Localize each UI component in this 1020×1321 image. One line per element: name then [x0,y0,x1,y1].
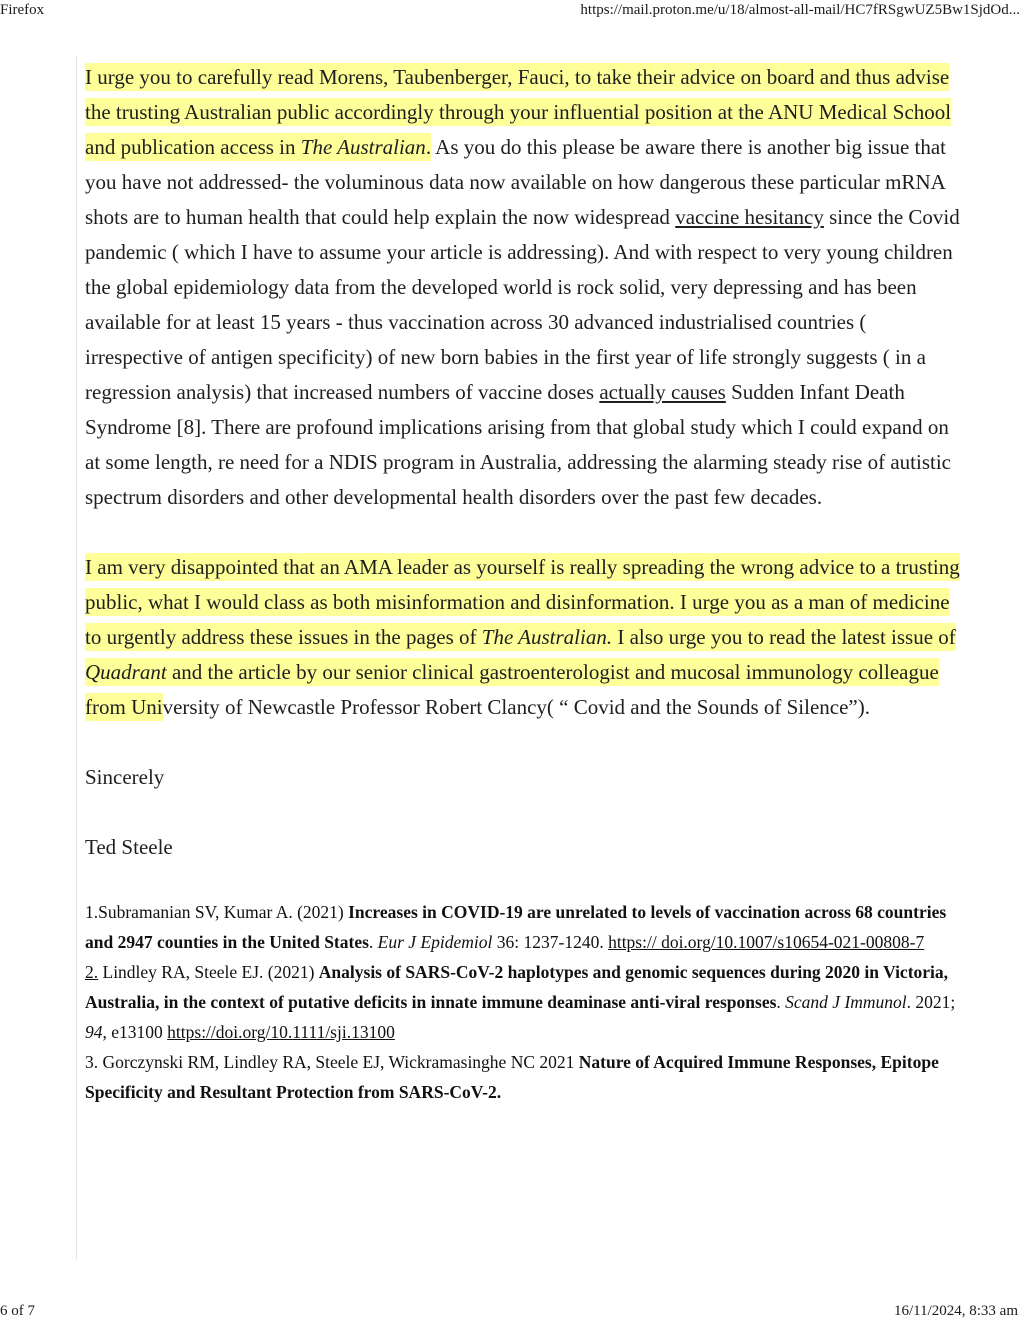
page-indicator: 6 of 7 [0,1303,35,1319]
doi-link[interactable]: https:// doi.org/10.1007/s10654-021-00808-7 [608,932,925,952]
underlined-text: vaccine hesitancy [675,205,824,229]
publication-name: The Australian [300,135,426,159]
quote-rule [76,56,77,1260]
print-datetime: 16/11/2024, 8:33 am [893,1303,1018,1319]
browser-name: Firefox [0,2,45,18]
highlighted-text: I urge you to carefully read Morens, Taubenberger, Fauci, to take their advice on board and thus advise the trusting Australian public accordingly through your influential position at the ANU Medical School and publication access in The Australian. [85,65,952,159]
reference-item: 1.Subramanian SV, Kumar A. (2021) Increases in COVID-19 are unrelated to levels of vaccination across 68 countries and 2947 counties in the United States. Eur J Epidemiol 36: 1237-1240. https:// doi.org/10.1007/s10654-021-00808-7 [85,902,947,952]
publication-name: The Australian. [481,625,613,649]
closing-salutation: Sincerely [85,765,165,789]
email-body [85,60,965,1107]
publication-name: Quadrant [85,660,167,684]
reference-title: Increases in COVID-19 are unrelated to levels of vaccination across 68 countries and 2947 counties in the United States [85,902,947,952]
signature: Ted Steele [85,835,173,859]
reference-item: 3. Gorczynski RM, Lindley RA, Steele EJ, Wickramasinghe NC 2021 Nature of Acquired Immune Responses, Epitope Specificity and Resultant Protection from SARS-CoV-2. [85,1052,939,1102]
reference-item: 2. Lindley RA, Steele EJ. (2021) Analysis of SARS-CoV-2 haplotypes and genomic sequences during 2020 in Victoria, Australia, in the context of putative deficits in innate immune deaminase anti-viral responses. Scand J Immunol. 2021; 94, e13100 https://doi.org/10.1111/sji.13100 [85,962,956,1042]
reference-title: Nature of Acquired Immune Responses, Epitope Specificity and Resultant Protection from SARS-CoV-2. [85,1052,939,1102]
underlined-text: actually causes [599,380,726,404]
journal-name: Eur J Epidemiol [377,932,493,952]
paragraph-1: I urge you to carefully read Morens, Taubenberger, Fauci, to take their advice on board and thus advise the trusting Australian public accordingly through your influential position at the ANU Medical School and publication access in The Australian. As you do this please be aware there is another big issue that you have not addressed- the voluminous data now available on how dangerous these particular mRNA shots are to human health that could help explain the now widespread vaccine hesitancy since the Covid pandemic ( which I have to assume your article is addressing). And with respect to very young children the global epidemiology data from the developed world is rock solid, very depressing and has been available for at least 15 years - thus vaccination across 30 advanced industrialised countries ( irrespective of antigen specificity) of new born babies in the first year of life strongly suggests ( in a regression analysis) that increased numbers of vaccine doses actually causes Sudden Infant Death Syndrome [8]. There are profound implications arising from that global study which I could expand on at some length, re need for a NDIS program in Australia, addressing the alarming steady rise of autistic spectrum disorders and other developmental health disorders over the past few decades. [85,65,960,509]
reference-title: Analysis of SARS-CoV-2 haplotypes and genomic sequences during 2020 in Victoria, Australia, in the context of putative deficits in innate immune deaminase anti-viral responses [85,962,949,1012]
volume-number: 94 [85,1022,103,1042]
journal-name: Scand J Immunol [785,992,907,1012]
paragraph-2: I am very disappointed that an AMA leader as yourself is really spreading the wrong advice to a trusting public, what I would class as both misinformation and disinformation. I urge you as a man of medicine to urgently address these issues in the pages of The Australian. I also urge you to read the latest issue of Quadrant and the article by our senior clinical gastroenterologist and mucosal immunology colleague from University of Newcastle Professor Robert Clancy( “ Covid and the Sounds of Silence”). [85,555,960,719]
highlighted-text: I am very disappointed that an AMA leader as yourself is really spreading the wrong advice to a trusting public, what I would class as both misinformation and disinformation. I urge you as a man of medicine to urgently address these issues in the pages of The Australian. I also urge you to read the latest issue of Quadrant and the article by our senior clinical gastroenterologist and mucosal immunology colleague from Uni [85,555,960,719]
doi-link[interactable]: https://doi.org/10.1111/sji.13100 [167,1022,395,1042]
references-list [85,897,965,1107]
page-url: https://mail.proton.me/u/18/almost-all-mail/HC7fRSgwUZ5Bw1SjdOd... [580,2,1020,18]
